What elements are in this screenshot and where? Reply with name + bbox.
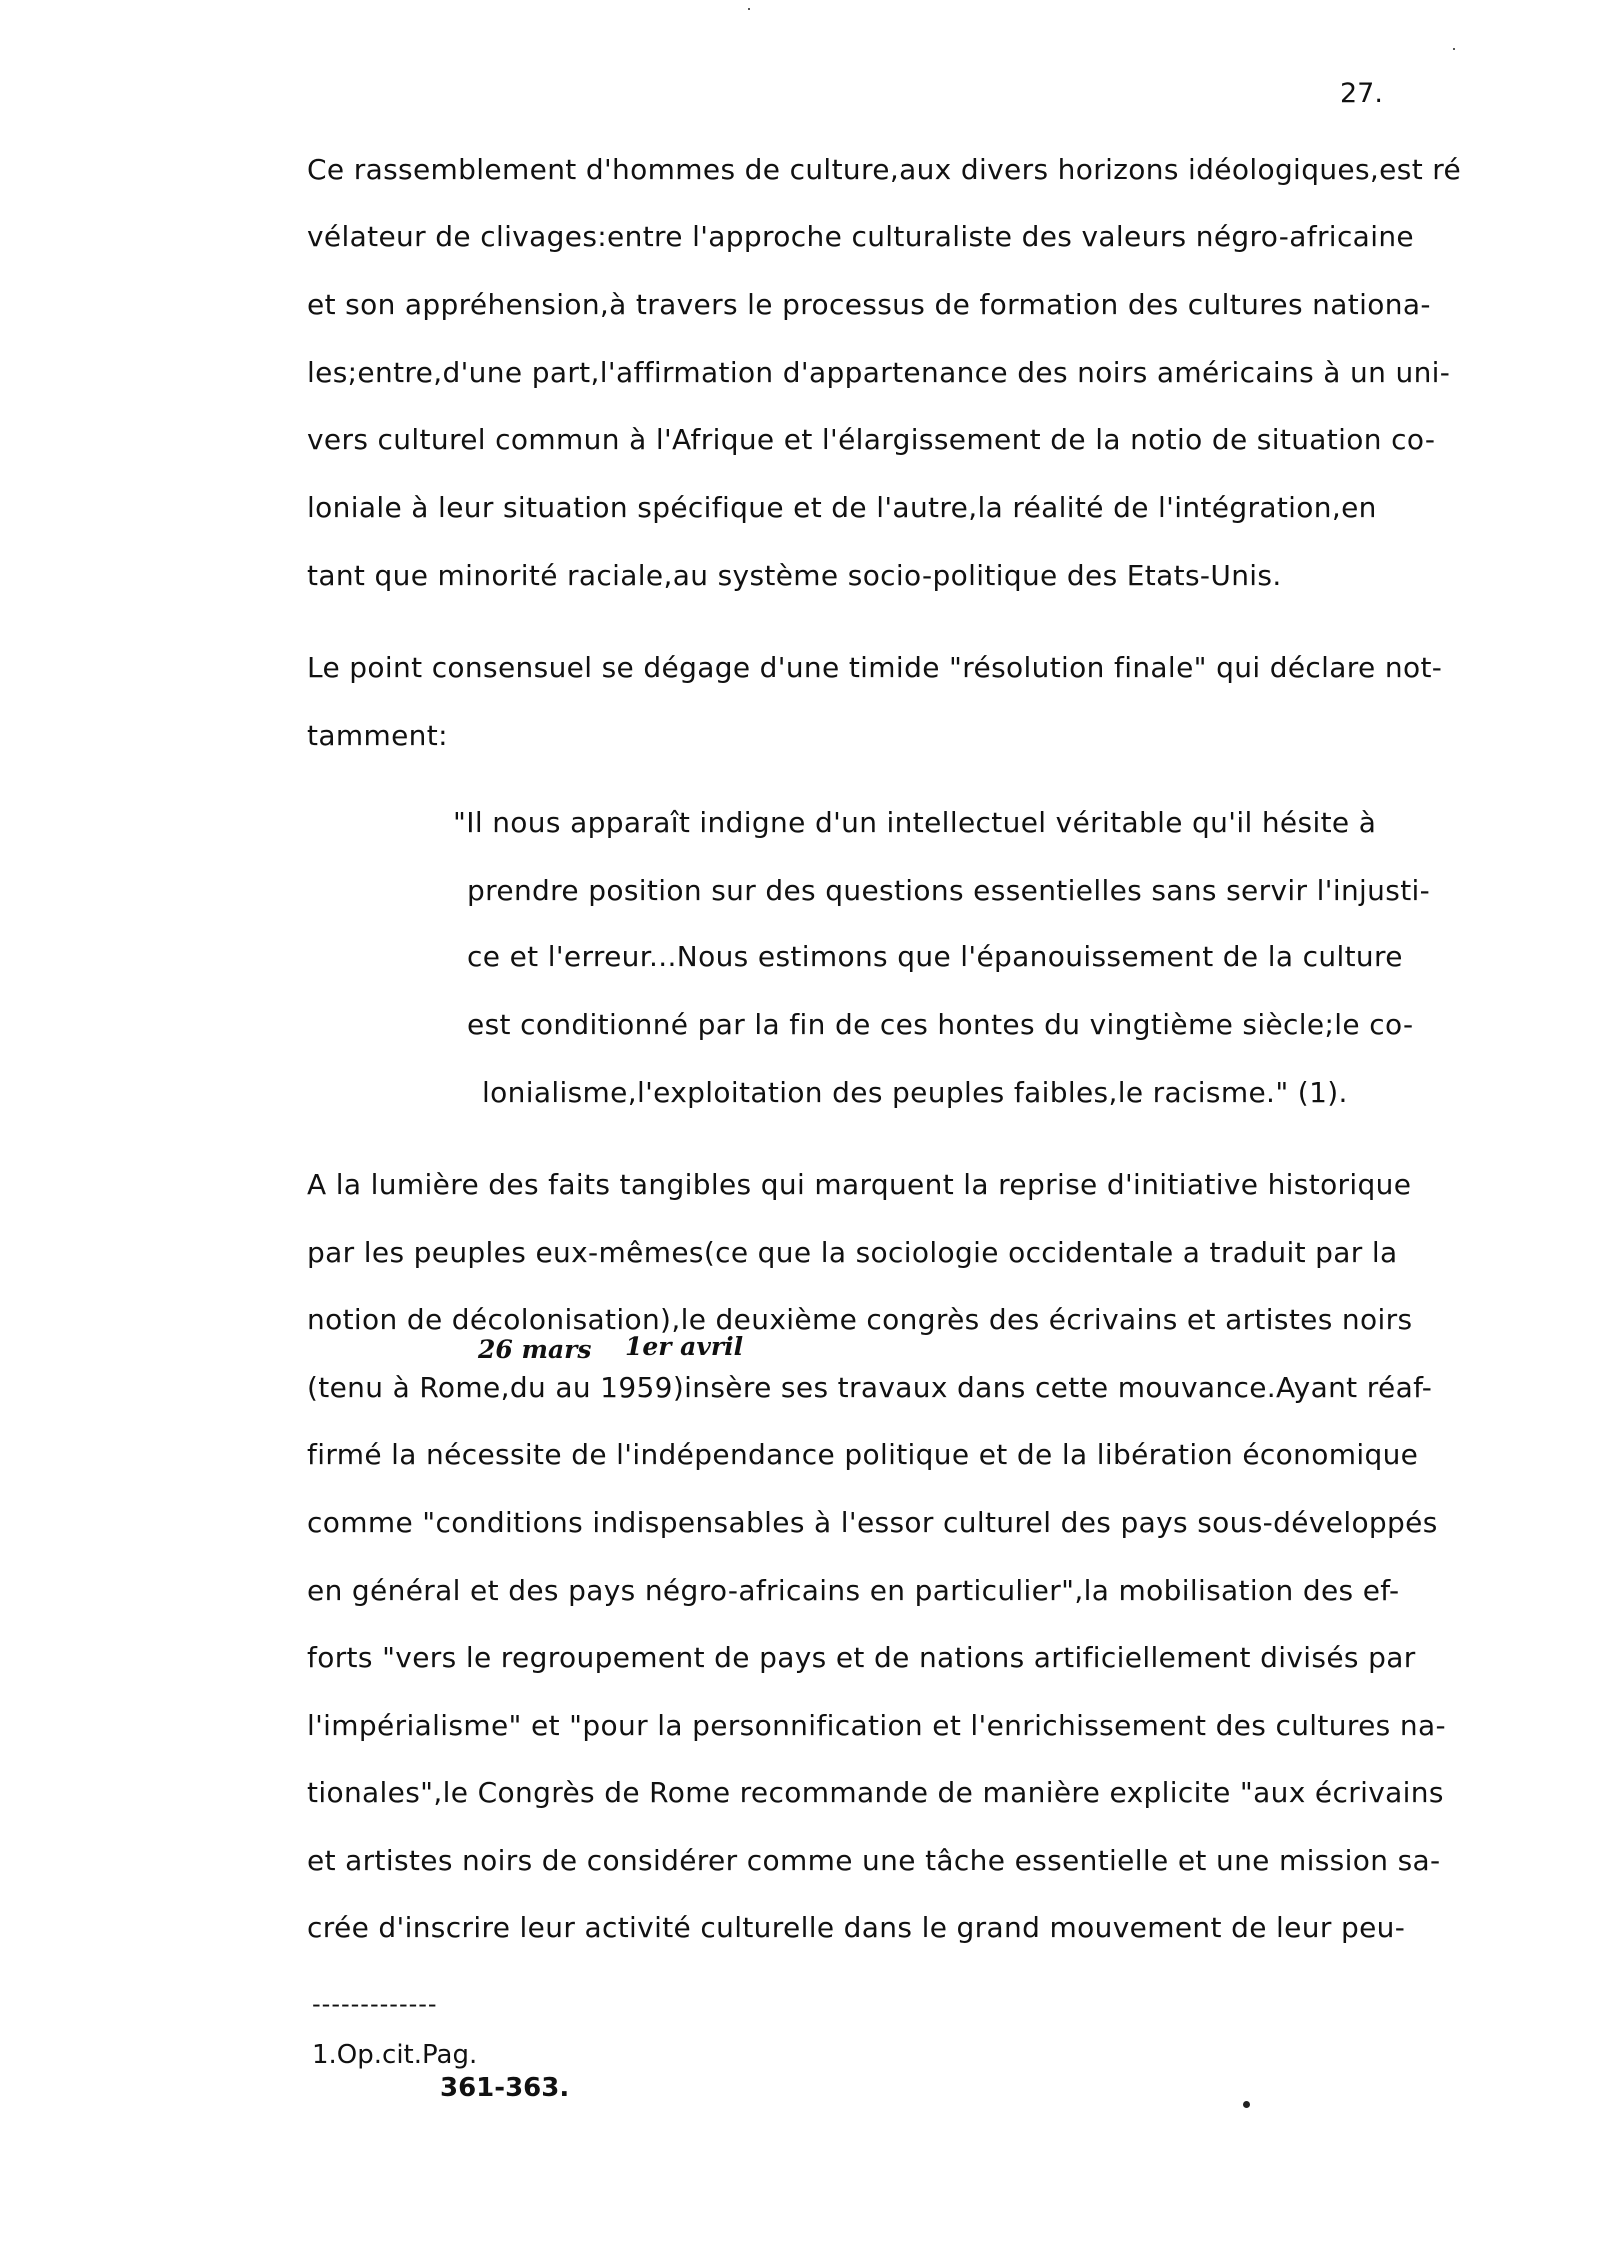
scan-speck [748,8,750,10]
paragraph-line: en général et des pays négro-africains en particulier",la mobilisation des ef- [307,1574,1400,1607]
paragraph-line: l'impérialisme" et "pour la personnification et l'enrichissement des cultures na- [307,1709,1446,1742]
paragraph-line: forts "vers le regroupement de pays et de nations artificiellement divisés par [307,1641,1416,1674]
paragraph-line: tionales",le Congrès de Rome recommande de manière explicite "aux écrivains [307,1776,1444,1809]
scan-speck [1243,2101,1250,2108]
paragraph-line: firmé la nécessite de l'indépendance politique et de la libération économique [307,1438,1419,1471]
handwritten-date-end: 1er avril [625,1332,744,1361]
paragraph-line: loniale à leur situation spécifique et de l'autre,la réalité de l'intégration,en [307,491,1377,524]
paragraph-line: (tenu à Rome,du au 1959)insère ses travaux dans cette mouvance.Ayant réaf- [307,1371,1433,1404]
footnote-text: 1.Op.cit.Pag. [312,2040,478,2070]
quote-line: prendre position sur des questions essentielles sans servir l'injusti- [467,874,1431,907]
paragraph-line: tamment: [307,719,448,752]
paragraph-line: A la lumière des faits tangibles qui marquent la reprise d'initiative historique [307,1168,1412,1201]
paragraph-line: Ce rassemblement d'hommes de culture,aux divers horizons idéologiques,est ré [307,153,1462,186]
paragraph-line: tant que minorité raciale,au système socio-politique des Etats-Unis. [307,559,1282,592]
quote-line: est conditionné par la fin de ces hontes du vingtième siècle;le co- [467,1008,1414,1041]
paragraph-line: les;entre,d'une part,l'affirmation d'appartenance des noirs américains à un uni- [307,356,1451,389]
paragraph-line: vélateur de clivages:entre l'approche culturaliste des valeurs négro-africaine [307,220,1414,253]
paragraph-line: comme "conditions indispensables à l'essor culturel des pays sous-développés [307,1506,1438,1539]
quote-line: "Il nous apparaît indigne d'un intellectuel véritable qu'il hésite à [453,806,1377,839]
footnote-pages: 361-363. [440,2073,570,2103]
scan-speck [1453,48,1455,50]
handwritten-date-start: 26 mars [478,1335,592,1364]
quote-line: lonialisme,l'exploitation des peuples faibles,le racisme." (1). [482,1076,1348,1109]
paragraph-line: par les peuples eux-mêmes(ce que la sociologie occidentale a traduit par la [307,1236,1398,1269]
quote-line: ce et l'erreur...Nous estimons que l'épanouissement de la culture [467,940,1403,973]
paragraph-line: vers culturel commun à l'Afrique et l'élargissement de la notio de situation co- [307,423,1436,456]
paragraph-line: et artistes noirs de considérer comme une tâche essentielle et une mission sa- [307,1844,1441,1877]
page-number: 27. [1340,78,1383,109]
paragraph-line: crée d'inscrire leur activité culturelle dans le grand mouvement de leur peu- [307,1911,1406,1944]
paragraph-line: et son appréhension,à travers le processus de formation des cultures nationa- [307,288,1431,321]
paragraph-line: notion de décolonisation),le deuxième congrès des écrivains et artistes noirs [307,1303,1413,1336]
footnote-separator: ------------- [312,1990,438,2018]
paragraph-line: Le point consensuel se dégage d'une timide "résolution finale" qui déclare not- [307,651,1443,684]
